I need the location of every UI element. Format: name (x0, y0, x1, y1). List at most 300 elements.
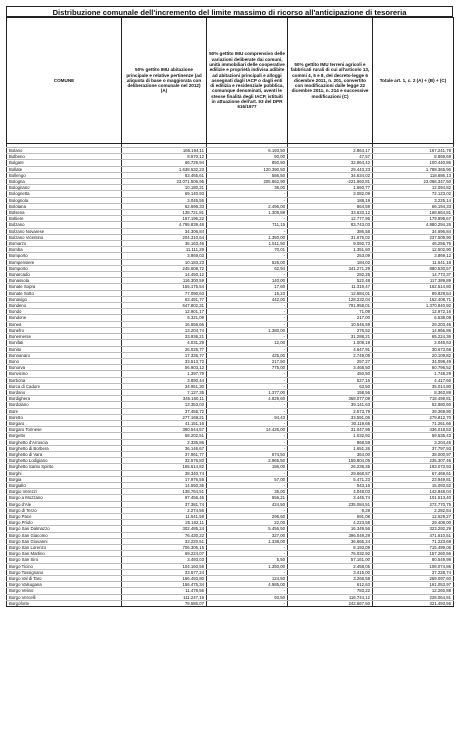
cell-col-c: 31.675,02 (288, 234, 373, 240)
cell-col-b: 5.456,50 (207, 526, 288, 532)
cell-col-c: 1.651,26 (288, 445, 373, 451)
cell-total: 89.829,54 (373, 290, 454, 296)
cell-comune: Bonefro (7, 327, 122, 333)
cell-col-b: - (207, 191, 288, 197)
cell-col-c: 2.458,05 (288, 563, 373, 569)
cell-total: 715.499,06 (373, 545, 454, 551)
cell-total: 34.098,49 (373, 358, 454, 364)
cell-comune: Borgaro Torinese (7, 427, 122, 433)
cell-col-a: 32.676,83 (122, 458, 207, 464)
cell-total: 1.370.840,92 (373, 303, 454, 309)
cell-col-a: 14.550,36 (122, 482, 207, 488)
cell-comune: Borgetto (7, 433, 122, 439)
cell-col-c: 71,09 (288, 309, 373, 315)
cell-col-b: 36,00 (207, 185, 288, 191)
cell-col-a: 10.180,21 (122, 185, 207, 191)
cell-total: 37.797,93 (373, 445, 454, 451)
cell-col-b: 17,60 (207, 284, 288, 290)
cell-col-c: 29.668,57 (288, 470, 373, 476)
cell-total: 35.014,80 (373, 383, 454, 389)
cell-comune: Bonemerse (7, 334, 122, 340)
cell-total: 30.673,68 (373, 346, 454, 352)
cell-col-c: 36.665,24 (288, 538, 373, 544)
cell-col-b: 120.390,50 (207, 166, 288, 172)
cell-comune: Bonate Sopra (7, 284, 122, 290)
cell-total: 3.225,14 (373, 197, 454, 203)
cell-total: 118.686,13 (373, 172, 454, 178)
cell-col-c: 527,16 (288, 377, 373, 383)
cell-col-b: 2.965,50 (207, 458, 288, 464)
cell-total: 4.417,60 (373, 377, 454, 383)
cell-col-c: 783,22 (288, 588, 373, 594)
cell-comune: Borgaro (7, 420, 122, 426)
cell-total: 100.440,86 (373, 160, 454, 166)
cell-comune: Borgo Pace (7, 513, 122, 519)
cell-col-a: 345.160,11 (122, 396, 207, 402)
cell-col-a: 3.890,44 (122, 377, 207, 383)
cell-col-a: 138.764,51 (122, 489, 207, 495)
cell-col-c: 31.288,21 (288, 334, 373, 340)
cell-total: 29.408,00 (373, 520, 454, 526)
data-table (6, 17, 454, 607)
cell-col-a: 390.544,57 (122, 427, 207, 433)
cell-col-a: 1.397,79 (122, 371, 207, 377)
cell-col-b: - (207, 507, 288, 513)
cell-col-b: - (207, 569, 288, 575)
cell-col-b: - (207, 433, 288, 439)
cell-col-c: 396.049,29 (288, 532, 373, 538)
cell-col-b: 425,00 (207, 352, 288, 358)
cell-total: 228.064,81 (373, 594, 454, 600)
cell-total: 272.770,75 (373, 501, 454, 507)
cell-col-c: 158,56 (288, 389, 373, 395)
cell-col-a: 17.976,55 (122, 476, 207, 482)
cell-total: 65.224,36 (373, 334, 454, 340)
cell-comune: Bolzano Vicentino (7, 234, 122, 240)
cell-total: 14.773,37 (373, 272, 454, 278)
cell-comune: Boltiere (7, 216, 122, 222)
cell-total: 880.530,57 (373, 265, 454, 271)
header-col-a: 50% gettito IMU abitazione principale e relative pertinenze (ad aliquota di base o maggiorata con deliberazione comunale nel 2012) (A) (122, 18, 207, 144)
cell-total: 60.796,52 (373, 365, 454, 371)
cell-comune: Bonorva (7, 365, 122, 371)
cell-col-b: 850,50 (207, 160, 288, 166)
cell-comune: Borgoforte (7, 600, 122, 606)
cell-col-c: 868,59 (288, 439, 373, 445)
cell-col-a: 62.696,33 (122, 203, 207, 209)
cell-col-b: 14.426,00 (207, 427, 288, 433)
cell-total: 59.535,43 (373, 433, 454, 439)
cell-comune: Bolognetta (7, 191, 122, 197)
cell-col-c: 364,00 (288, 451, 373, 457)
cell-col-a: 36.163,46 (122, 241, 207, 247)
cell-comune: Borghetto di Vara (7, 451, 122, 457)
cell-col-a: 165.614,82 (122, 464, 207, 470)
cell-col-b: - (207, 470, 288, 476)
cell-col-c: 16.349,56 (288, 526, 373, 532)
cell-comune: Bordolano (7, 402, 122, 408)
cell-comune: Borgo Priolo (7, 520, 122, 526)
cell-total: 1.788.365,96 (373, 166, 454, 172)
cell-col-b: 1.338,00 (207, 538, 288, 544)
cell-col-a: 706.306,15 (122, 545, 207, 551)
cell-col-b: 217,50 (207, 358, 288, 364)
cell-comune: Bonvicino (7, 371, 122, 377)
cell-total: 167.241,78 (373, 148, 454, 154)
cell-col-c: 9.092,73 (288, 241, 373, 247)
cell-col-b: - (207, 334, 288, 340)
cell-col-a: 37.381,74 (122, 501, 207, 507)
cell-total: 52.880,60 (373, 402, 454, 408)
cell-col-c: -221.660,81 (288, 179, 373, 185)
cell-col-b: 15,23 (207, 290, 288, 296)
cell-col-a: 647.802,31 (122, 303, 207, 309)
cell-total: 471.610,51 (373, 532, 454, 538)
cell-total: 6.538,09 (373, 315, 454, 321)
cell-col-b: - (207, 545, 288, 551)
cell-total: 14.966,86 (373, 327, 454, 333)
cell-col-c: 83.743,03 (288, 222, 373, 228)
cell-col-a: 277.169,21 (122, 414, 207, 420)
cell-total: 108.074,86 (373, 563, 454, 569)
cell-comune: Borgo a Mozzano (7, 495, 122, 501)
cell-col-c: 282,25 (288, 272, 373, 278)
cell-col-b: - (207, 420, 288, 426)
cell-col-c: 4.223,58 (288, 520, 373, 526)
cell-col-a: 78.586,07 (122, 600, 207, 606)
cell-col-b: - (207, 371, 288, 377)
cell-total: 71.261,66 (373, 420, 454, 426)
cell-col-a: 41.151,16 (122, 420, 207, 426)
cell-total: 8.869,69 (373, 154, 454, 160)
cell-col-b: - (207, 402, 288, 408)
cell-total: 168.664,81 (373, 210, 454, 216)
cell-col-c: 257,27 (288, 358, 373, 364)
cell-col-c: 543,16 (288, 482, 373, 488)
cell-total: 15.093,52 (373, 482, 454, 488)
cell-comune: Bolano (7, 148, 122, 154)
cell-col-c: 242.667,50 (288, 600, 373, 606)
cell-total: 38.000,97 (373, 451, 454, 457)
cell-total: 12.094,82 (373, 185, 454, 191)
cell-total: 12.502,90 (373, 247, 454, 253)
cell-comune: Bomporto (7, 253, 122, 259)
cell-col-b: 1.309,88 (207, 210, 288, 216)
cell-col-b: - (207, 588, 288, 594)
cell-col-a: 6.321,09 (122, 315, 207, 321)
cell-col-c: 8,28 (288, 507, 373, 513)
cell-comune: Bolbeno (7, 154, 122, 160)
cell-col-b: 586,50 (207, 172, 288, 178)
cell-col-a: 111.247,19 (122, 594, 207, 600)
cell-total: 20.109,82 (373, 352, 454, 358)
cell-col-a: 14.450,12 (122, 272, 207, 278)
cell-col-b: - (207, 439, 288, 445)
cell-col-b: 674,50 (207, 451, 288, 457)
cell-comune: Borgo Valsugana (7, 582, 122, 588)
cell-col-b: 70,01 (207, 247, 288, 253)
cell-total: 72.123,02 (373, 191, 454, 197)
cell-col-a: 1.638.532,23 (122, 166, 207, 172)
cell-total: 23.949,81 (373, 476, 454, 482)
cell-col-a: 33.220,51 (122, 538, 207, 544)
cell-col-c: 386,58 (288, 228, 373, 234)
cell-total: 12.260,88 (373, 588, 454, 594)
cell-col-a: 7.127,35 (122, 389, 207, 395)
cell-col-b: 424,50 (207, 501, 288, 507)
cell-col-b: - (207, 272, 288, 278)
cell-col-c: 3.415,00 (288, 569, 373, 575)
cell-total: 34.696,84 (373, 228, 454, 234)
header-comune: COMUNE (7, 18, 122, 144)
cell-comune: Bolzano Novarese (7, 228, 122, 234)
cell-col-a: 3.493,03 (122, 557, 207, 563)
cell-col-b: 93,50 (207, 594, 288, 600)
cell-total: 157.260,56 (373, 551, 454, 557)
cell-total: 269.097,60 (373, 576, 454, 582)
cell-comune: Bolotana (7, 203, 122, 209)
cell-col-a: 83.465,61 (122, 172, 207, 178)
cell-col-a: 25.162,11 (122, 520, 207, 526)
cell-comune: Bollate (7, 166, 122, 172)
cell-col-a: 2.274,56 (122, 507, 207, 513)
cell-col-a: 302.485,24 (122, 526, 207, 532)
cell-col-b: 525,00 (207, 259, 288, 265)
cell-col-c: 31.047,95 (288, 427, 373, 433)
cell-col-a: 36.146,67 (122, 445, 207, 451)
cell-col-a: 37.961,77 (122, 451, 207, 457)
cell-col-b: 94,43 (207, 414, 288, 420)
cell-col-c: 691,08 (288, 513, 373, 519)
cell-col-c: 1.009,18 (288, 340, 373, 346)
cell-col-a: 4.031,29 (122, 340, 207, 346)
cell-comune: Borgo San Giovanni (7, 538, 122, 544)
cell-col-c: 612,63 (288, 582, 373, 588)
cell-col-c: 57.161,00 (288, 557, 373, 563)
header-row (7, 18, 454, 144)
cell-col-b: - (207, 216, 288, 222)
cell-col-a: 17.335,77 (122, 352, 207, 358)
cell-col-b: 57,00 (207, 476, 288, 482)
cell-col-a: 69.224,07 (122, 551, 207, 557)
cell-comune: Bollengo (7, 172, 122, 178)
cell-col-c: 1.351,60 (288, 247, 373, 253)
cell-comune: Borgo San Siro (7, 557, 122, 563)
cell-col-c: 2.749,05 (288, 352, 373, 358)
cell-col-c: 39.141,63 (288, 402, 373, 408)
cell-total: 39.369,80 (373, 408, 454, 414)
cell-col-b: 205.662,90 (207, 179, 288, 185)
cell-col-c: 33.591,06 (288, 414, 373, 420)
cell-comune: Borgo San Lorenzo (7, 545, 122, 551)
cell-total: 46.256,75 (373, 241, 454, 247)
cell-comune: Bolzano (7, 222, 122, 228)
cell-col-c: 4.647,91 (288, 346, 373, 352)
cell-col-a: 166.493,80 (122, 576, 207, 582)
cell-col-b: 186,00 (207, 464, 288, 470)
cell-col-b: - (207, 445, 288, 451)
cell-col-a: 11.641,59 (122, 513, 207, 519)
cell-comune: Borghetto Santo Spirito (7, 464, 122, 470)
cell-col-a: 156.475,34 (122, 582, 207, 588)
cell-col-b: 442,00 (207, 296, 288, 302)
cell-comune: Borgo Val di Taro (7, 576, 122, 582)
cell-comune: Bolsena (7, 210, 122, 216)
cell-col-b: 90,00 (207, 154, 288, 160)
cell-col-b: 4.985,00 (207, 582, 288, 588)
cell-col-b: 22,00 (207, 520, 288, 526)
cell-total: 80.549,98 (373, 557, 454, 563)
header-col-total: Totale art. 1, c. 2 (A) + (B) + (C) (373, 18, 454, 144)
cell-col-a: 58.202,51 (122, 433, 207, 439)
cell-col-b: 5,50 (207, 557, 288, 563)
cell-comune: Borca di Cadore (7, 383, 122, 389)
cell-col-b: 2.496,00 (207, 203, 288, 209)
cell-col-c: 3.268,58 (288, 576, 373, 582)
cell-col-c: 12.777,95 (288, 216, 373, 222)
cell-col-c: 159.804,05 (288, 458, 373, 464)
cell-total: 3.204,45 (373, 439, 454, 445)
cell-comune: Bonarcado (7, 272, 122, 278)
cell-col-a: 245.608,72 (122, 265, 207, 271)
cell-comune: Bono (7, 358, 122, 364)
cell-comune: Bonavigo (7, 296, 122, 302)
cell-col-c: 276,52 (288, 327, 373, 333)
cell-col-a: 12.901,17 (122, 309, 207, 315)
cell-col-a: 69.140,93 (122, 191, 207, 197)
cell-col-c: 3.082,09 (288, 191, 373, 197)
cell-total: 37.228,74 (373, 569, 454, 575)
cell-col-b: 296,60 (207, 513, 288, 519)
cell-col-c: 235.084,51 (288, 501, 373, 507)
cell-col-c: 368.077,09 (288, 396, 373, 402)
cell-comune: Borgo Tossignano (7, 569, 122, 575)
cell-comune: Bomarzo (7, 241, 122, 247)
cell-comune: Bondone (7, 315, 122, 321)
cell-total: 11.641,18 (373, 259, 454, 265)
cell-col-a: 34.306,84 (122, 228, 207, 234)
cell-col-b: 775,00 (207, 365, 288, 371)
cell-col-a: 155.175,54 (122, 284, 207, 290)
cell-total: 142.848,04 (373, 489, 454, 495)
cell-col-a: 33.677,24 (122, 569, 207, 575)
cell-col-b: 6.193,50 (207, 148, 288, 154)
cell-total: 117.389,89 (373, 278, 454, 284)
cell-comune: Borghetto di Borbera (7, 445, 122, 451)
cell-col-a: 2.335,86 (122, 439, 207, 445)
cell-col-b: 327,00 (207, 532, 288, 538)
cell-total: 3.869,12 (373, 253, 454, 259)
cell-col-c: 1.660,77 (288, 185, 373, 191)
cell-total: 323.292,29 (373, 526, 454, 532)
cell-comune: Borgo Ticino (7, 563, 122, 569)
cell-col-a: 167.196,22 (122, 216, 207, 222)
table-body (7, 144, 454, 607)
header-col-b: 50% gettito IMU comprensivo delle variazioni deliberate dai comuni, unità immobiliari delle cooperative edilizie e proprietà indivisa adibite ad abitazioni principali e alloggi assegnati dagli IACP o dagli enti di edilizia e residenziale pubblica, comunque denominati, aventi le stesse finalità degli IACP, istituiti in attuazione dell'art. 93 del DPR 616/1977 (207, 18, 288, 144)
cell-col-c: 188,19 (288, 197, 373, 203)
cell-col-a: 3.045,55 (122, 197, 207, 203)
cell-col-a: 23.071.506,95 (122, 179, 207, 185)
cell-comune: Borghi (7, 470, 122, 476)
cell-comune: Bore (7, 408, 122, 414)
cell-col-c: 128.232,04 (288, 296, 373, 302)
cell-col-c: 76.032,92 (288, 551, 373, 557)
cell-col-a: 104.160,59 (122, 563, 207, 569)
cell-col-b: 124,50 (207, 576, 288, 582)
cell-total: 67.469,61 (373, 470, 454, 476)
cell-col-c: 63,50 (288, 383, 373, 389)
cell-comune: Bonito (7, 346, 122, 352)
cell-comune: Bondeno (7, 303, 122, 309)
cell-col-a: 13.204,74 (122, 327, 207, 333)
cell-col-a: 37.455,72 (122, 408, 207, 414)
cell-col-b: 1.377,00 (207, 389, 288, 395)
cell-col-b: 711,15 (207, 222, 288, 228)
cell-total: 23.066.347,50 (373, 179, 454, 185)
cell-col-a: 138.721,81 (122, 210, 207, 216)
table-title: Distribuzione comunale dell'incremento del limite massimo di ricorso all'anticipazione di tesoreria (6, 6, 453, 17)
cell-col-c: 4.048,03 (288, 489, 373, 495)
cell-col-c: 8.193,09 (288, 545, 373, 551)
cell-col-c: 522,48 (288, 278, 373, 284)
cell-col-a: 11.111,29 (122, 247, 207, 253)
cell-col-c: 30.119,65 (288, 420, 373, 426)
cell-col-c: 47,57 (288, 154, 373, 160)
cell-col-a: 11.476,56 (122, 588, 207, 594)
cell-total: 2.282,84 (373, 507, 454, 513)
cell-total: 279.812,70 (373, 414, 454, 420)
cell-col-c: 29.443,23 (288, 166, 373, 172)
cell-total: 162.514,80 (373, 284, 454, 290)
cell-col-a: 34.951,30 (122, 383, 207, 389)
cell-total: 321.493,56 (373, 600, 454, 606)
cell-comune: Bologna (7, 179, 122, 185)
cell-col-c: 3.445,74 (288, 495, 373, 501)
cell-comune: Bolognano (7, 185, 122, 191)
cell-col-b: 1.380,00 (207, 327, 288, 333)
cell-comune: Borgio Verezzi (7, 489, 122, 495)
cell-total: 161.053,97 (373, 582, 454, 588)
cell-col-b: - (207, 346, 288, 352)
cell-col-c: 26.235,35 (288, 464, 373, 470)
cell-col-a: 13.353,03 (122, 402, 207, 408)
cell-col-b: 1.350,00 (207, 234, 288, 240)
cell-total: 66.194,33 (373, 203, 454, 209)
cell-col-a: 3.869,03 (122, 253, 207, 259)
cell-col-b: - (207, 253, 288, 259)
cell-col-c: 1.032,92 (288, 433, 373, 439)
cell-col-a: 16.656,66 (122, 321, 207, 327)
cell-comune: Borgo San Martino (7, 551, 122, 557)
cell-total: 235.307,46 (373, 458, 454, 464)
cell-comune: Bordano (7, 389, 122, 395)
cell-col-b: - (207, 377, 288, 383)
cell-total: 237.509,90 (373, 234, 454, 240)
cell-total: 436.018,52 (373, 427, 454, 433)
cell-comune: Borgo San Giacomo (7, 532, 122, 538)
cell-col-b: - (207, 228, 288, 234)
cell-comune: Bomba (7, 247, 122, 253)
cell-col-a: 4.795.839,48 (122, 222, 207, 228)
cell-total: 4.880.294,26 (373, 222, 454, 228)
cell-comune: Boretto (7, 414, 122, 420)
cell-col-a: 10.183,23 (122, 259, 207, 265)
cell-comune: Bolognola (7, 197, 122, 203)
cell-total: 193.073,93 (373, 464, 454, 470)
cell-comune: Borghetto d'Arroscia (7, 439, 122, 445)
cell-col-c: 341.271,29 (288, 265, 373, 271)
header-col-c: 50% gettito IMU terreni agricoli e fabbricati rurali di cui all'articolo 13, commi 4, 5 e 8, del decreto-legge 6 dicembre 2011, n. 201, convertito con modificazioni dalle legge 22 dicembre 2011, n. 214 e successive modificazioni (C) (288, 18, 373, 144)
